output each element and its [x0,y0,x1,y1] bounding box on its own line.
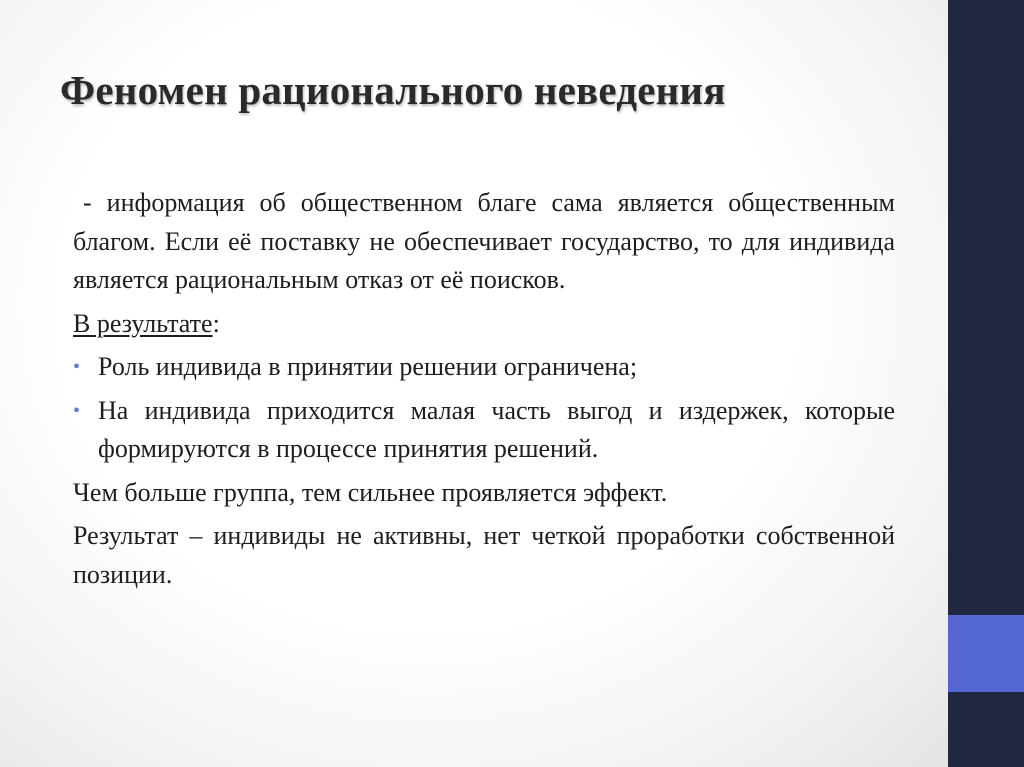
sidebar-accent-block [948,615,1024,692]
group-effect-statement: Чем больше группа, тем сильнее проявляется эффект. [73,477,668,507]
bullet-text: Роль индивида в принятии решении ограничена; [98,352,638,381]
intro-paragraph: - информация об общественном благе сама является общественным благом. Если её поставку не обеспечивает государство, то для индивида является рациональным отказ от её поисков. [73,188,895,294]
result-heading-colon: : [212,308,220,338]
bullet-text: На индивида приходится малая часть выгод и издержек, которые формируются в процессе принятия решений. [98,395,895,463]
result-heading: В результате [73,308,213,338]
result-statement: Результат – индивиды не активны, нет четкой проработки собственной позиции. [73,521,895,589]
bullet-dot-icon: • [73,399,81,422]
result-heading-line [73,305,895,344]
bullet-item-role [73,348,895,387]
bullet-item-costs [73,392,895,469]
slide-body [73,184,895,599]
bullet-dot-icon: • [73,356,81,378]
slide-title: Феномен рационального неведения [60,67,726,113]
